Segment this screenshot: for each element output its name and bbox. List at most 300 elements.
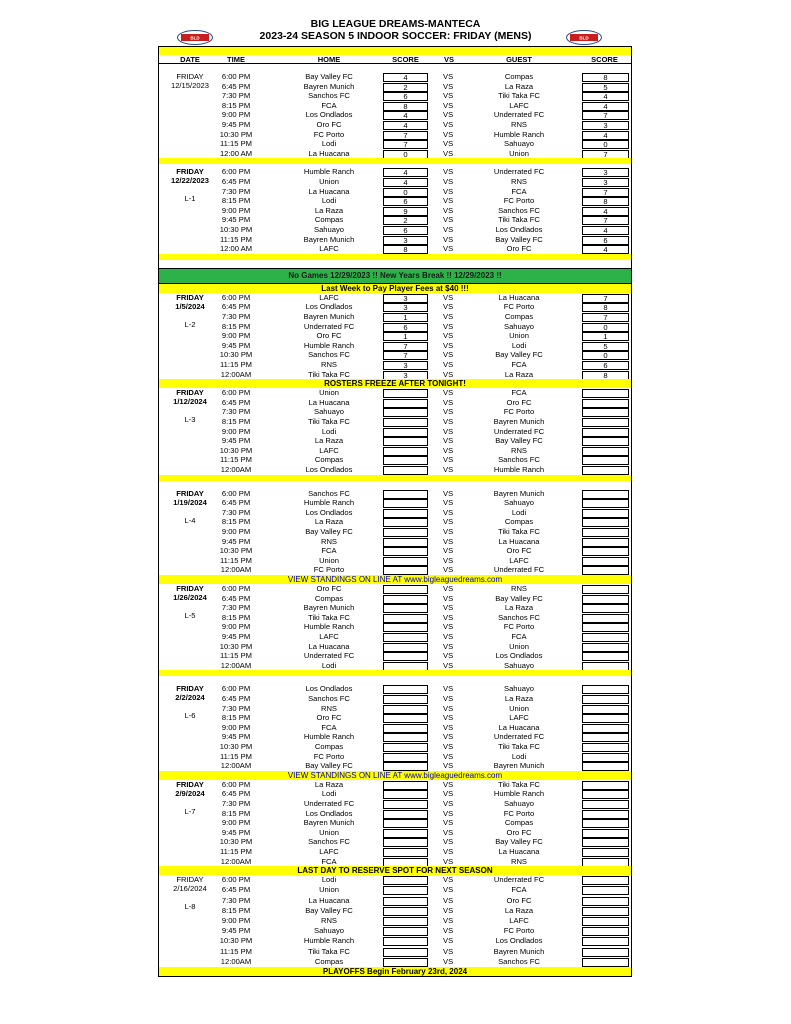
home-team: FC Porto [313,751,345,761]
game-time: 11:15 PM [220,234,252,244]
game-row [159,610,631,623]
guest-team: Sanchos FC [498,205,540,215]
guest-team: Compas [504,72,534,81]
vs-label: VS [443,895,454,905]
home-score: 8 [383,245,428,254]
game-row [159,206,631,216]
vs-label: VS [443,798,454,808]
guest-team: Underrated FC [493,426,545,436]
game-row [159,556,631,566]
game-row [159,742,631,752]
home-team: FCA [321,856,337,866]
vs-label: VS [443,340,454,350]
game-time: 8:15 PM [221,905,251,915]
header-vs: VS [443,55,454,64]
game-time: 6:00 PM [221,488,251,498]
game-row [159,341,631,351]
vs-label: VS [443,732,454,742]
week-day: FRIDAY [176,684,204,694]
home-team: FCA [321,100,337,110]
vs-label: VS [443,926,454,936]
home-team: Bay Valley FC [305,526,353,536]
week-date: 2/9/2024 [175,788,205,798]
game-time: 6:00 PM [221,292,251,302]
guest-score: 7 [582,216,629,225]
header-home: HOME [317,55,341,64]
guest-team: Tiki Taka FC [498,215,540,225]
home-team: Sahuayo [314,407,344,417]
home-team: Oro FC [316,120,342,129]
game-row [159,312,631,322]
game-time: 6:00 PM [221,388,251,398]
home-score: 7 [383,140,428,149]
guest-team: Humble Ranch [493,464,545,474]
week-day: FRIDAY [176,488,204,498]
vs-label: VS [443,91,454,101]
week-date: 12/15/2023 [170,81,209,90]
game-row [159,632,631,642]
vs-label: VS [443,110,454,120]
vs-label: VS [443,244,454,254]
game-row [159,565,631,575]
game-time: 10:30 PM [219,224,253,234]
guest-team: Bay Valley FC [495,234,543,244]
game-time: 8:15 PM [221,100,251,110]
game-time: 9:45 PM [221,732,251,742]
home-team: Lodi [321,426,337,436]
home-team: La Raza [314,517,344,527]
vs-label: VS [443,660,454,670]
game-row [159,818,631,828]
vs-label: VS [443,488,454,498]
guest-score: 4 [582,102,629,111]
game-row [159,651,631,661]
guest-team: Compas [504,517,534,527]
guest-team: Tiki Taka FC [498,91,540,101]
guest-team: Bayren Munich [493,416,545,426]
home-team: FC Porto [313,565,345,575]
game-time: 7:30 PM [221,603,251,613]
guest-team: Underrated FC [493,875,545,885]
notice-bar-standings2: VIEW STANDINGS ON LINE AT www.bigleaguedreams.com [158,771,632,780]
home-team: Sanchos FC [308,693,350,703]
week-day: FRIDAY [176,779,204,789]
game-row [159,546,631,556]
game-time: 10:30 PM [219,546,253,556]
guest-score: 3 [582,168,629,177]
home-score: 3 [383,303,428,312]
game-time: 12:00AM [220,761,252,771]
home-team: RNS [320,915,338,925]
home-score: 3 [383,236,428,245]
game-row [159,427,631,437]
guest-team: Sahuayo [504,321,534,331]
guest-team: FC Porto [503,196,535,206]
game-time: 11:15 PM [220,651,252,661]
home-team: Sanchos FC [308,488,350,498]
vs-label: VS [443,72,454,81]
game-time: 9:45 PM [221,926,251,936]
home-team: FCA [321,546,337,556]
home-team: Humble Ranch [303,732,355,742]
guest-team: Union [509,148,529,158]
vs-label: VS [443,905,454,915]
vs-label: VS [443,215,454,225]
game-row [159,857,631,867]
week-label: L-7 [184,806,196,816]
guest-team: FC Porto [503,302,535,312]
game-time: 11:15 PM [220,555,252,565]
guest-team: Bay Valley FC [495,837,543,847]
vs-label: VS [443,956,454,966]
home-team: LAFC [319,846,339,856]
game-time: 7:30 PM [221,798,251,808]
week-date: 1/19/2024 [173,497,207,507]
guest-score [582,897,629,906]
home-team: RNS [320,703,338,713]
home-score [383,948,428,957]
home-team: Union [319,827,339,837]
vs-label: VS [443,885,454,895]
notice-bar-fees: Last Week to Pay Player Fees at $40 !!! [158,284,632,293]
week-date: 2/2/2024 [175,693,205,703]
guest-team: LAFC [509,555,529,565]
game-time: 9:45 PM [221,340,251,350]
guest-team: Los Ondlados [495,936,543,946]
home-team: Compas [314,593,344,603]
home-team: Bay Valley FC [305,761,353,771]
vs-label: VS [443,536,454,546]
game-row [159,916,631,926]
game-row [159,957,631,967]
week-label: L-8 [184,902,196,912]
game-row [159,177,631,187]
vs-label: VS [443,517,454,527]
guest-team: Underrated FC [493,167,545,177]
game-time: 6:00 PM [221,72,251,81]
home-score: 6 [383,323,428,332]
vs-label: VS [443,205,454,215]
game-time: 6:45 PM [221,593,251,603]
home-team: Compas [314,956,344,966]
guest-team: Bay Valley FC [495,436,543,446]
guest-score: 7 [582,111,629,120]
vs-label: VS [443,761,454,771]
home-team: RNS [320,359,338,369]
week-date: 1/26/2024 [173,592,207,602]
week-label: L-2 [184,319,196,329]
svg-text:BLD: BLD [579,35,589,41]
game-row [159,302,631,312]
week-day: FRIDAY [176,292,204,302]
vs-label: VS [443,827,454,837]
guest-team: Los Ondlados [495,651,543,661]
home-score: 1 [383,313,428,322]
game-row [159,436,631,446]
guest-team: Union [509,331,529,341]
home-team: Union [319,388,339,398]
guest-team: Tiki Taka FC [498,741,540,751]
home-score [383,907,428,916]
game-row [159,732,631,742]
vs-label: VS [443,407,454,417]
svg-text:BLD: BLD [190,35,200,41]
vs-label: VS [443,555,454,565]
week-day: FRIDAY [176,167,204,177]
header-guest: GUEST [506,55,532,64]
guest-team: La Raza [504,693,534,703]
guest-team: La Raza [504,81,534,91]
vs-label: VS [443,100,454,110]
week-label: L-4 [184,515,196,525]
game-time: 12:00AM [220,565,252,575]
guest-team: RNS [510,445,528,455]
week-label: L-3 [184,415,196,425]
game-time: 11:15 PM [220,139,252,149]
vs-label: VS [443,713,454,723]
vs-label: VS [443,426,454,436]
game-row [159,780,631,790]
home-team: Bayren Munich [303,234,355,244]
vs-label: VS [443,856,454,866]
notice-bar-rosters: ROSTERS FREEZE AFTER TONIGHT! [158,379,632,388]
home-score: 0 [383,188,428,197]
game-row [159,694,631,704]
guest-score [582,876,629,885]
game-row [159,926,631,936]
vs-label: VS [443,779,454,789]
notice-bar-lastday: LAST DAY TO RESERVE SPOT FOR NEXT SEASON [158,866,632,875]
week-date: 2/16/2024 [173,884,207,894]
week-block [158,388,632,474]
guest-score: 6 [582,236,629,245]
home-team: Compas [314,215,344,225]
vs-label: VS [443,139,454,149]
title-line-1: BIG LEAGUE DREAMS-MANTECA [310,18,481,30]
game-time: 6:45 PM [221,789,251,799]
vs-label: VS [443,693,454,703]
guest-team: Oro FC [506,244,532,254]
home-score [383,958,428,967]
game-time: 9:45 PM [221,631,251,641]
game-row [159,489,631,499]
game-row [159,752,631,762]
week-day: FRIDAY [176,72,204,81]
home-team: Union [319,176,339,186]
game-row [159,331,631,341]
home-score [383,897,428,906]
guest-team: La Raza [504,603,534,613]
guest-score: 4 [582,245,629,254]
guest-team: Union [509,703,529,713]
vs-label: VS [443,741,454,751]
game-row [159,319,631,332]
game-time: 12:00AM [220,956,252,966]
guest-score: 8 [582,73,629,82]
home-score: 6 [383,197,428,206]
guest-team: La Raza [504,369,534,379]
game-row [159,828,631,838]
vs-label: VS [443,703,454,713]
guest-team: Oro FC [506,827,532,837]
guest-score: 0 [582,351,629,360]
home-team: Lodi [321,789,337,799]
home-team: Underrated FC [303,321,355,331]
guest-team: Humble Ranch [493,129,545,139]
game-time: 11:15 PM [220,846,252,856]
game-time: 9:00 PM [221,915,251,925]
game-row [159,875,631,885]
game-time: 9:00 PM [221,818,251,828]
game-row [159,661,631,671]
home-team: Bay Valley FC [305,905,353,915]
game-row [159,527,631,537]
vs-label: VS [443,846,454,856]
home-score: 6 [383,226,428,235]
guest-score: 5 [582,83,629,92]
home-team: LAFC [319,244,339,254]
game-row [159,642,631,652]
home-score [383,927,428,936]
game-time: 12:00 AM [219,148,253,158]
spacer [158,260,632,268]
home-team: Lodi [321,660,337,670]
guest-team: Tiki Taka FC [498,779,540,789]
game-time: 12:00AM [220,856,252,866]
home-score: 4 [383,73,428,82]
big-league-dreams-logo-left [176,29,214,46]
game-time: 11:15 PM [220,946,252,956]
guest-score [582,907,629,916]
home-score: 4 [383,178,428,187]
guest-team: Underrated FC [493,565,545,575]
guest-team: FCA [511,885,527,895]
game-row [159,398,631,408]
game-row [159,235,631,245]
game-time: 8:15 PM [221,321,251,331]
guest-team: Sanchos FC [498,612,540,622]
guest-team: La Huacana [498,722,540,732]
game-time: 12:00AM [220,660,252,670]
game-time: 9:45 PM [221,436,251,446]
guest-score: 7 [582,188,629,197]
guest-team: La Huacana [498,846,540,856]
week-block [158,293,632,379]
vs-label: VS [443,565,454,575]
guest-score: 3 [582,178,629,187]
game-time: 6:00 PM [221,684,251,694]
vs-label: VS [443,464,454,474]
guest-team: Sahuayo [504,660,534,670]
game-time: 6:45 PM [221,397,251,407]
vs-label: VS [443,837,454,847]
game-row [159,603,631,613]
game-row [159,761,631,771]
guest-team: FC Porto [503,407,535,417]
home-team: LAFC [319,631,339,641]
home-team: Tiki Taka FC [308,612,350,622]
home-team: Los Ondlados [305,302,353,312]
guest-team: Sanchos FC [498,455,540,465]
game-time: 10:30 PM [219,741,253,751]
game-time: 9:00 PM [221,722,251,732]
guest-team: Underrated FC [493,110,545,120]
week-block [158,489,632,575]
vs-label: VS [443,350,454,360]
vs-label: VS [443,875,454,885]
game-time: 8:15 PM [221,196,251,206]
game-time: 9:00 PM [221,526,251,536]
game-row [159,713,631,723]
game-time: 9:00 PM [221,331,251,341]
guest-score: 7 [582,294,629,303]
game-row [159,789,631,799]
guest-score: 4 [582,92,629,101]
home-team: Tiki Taka FC [308,369,350,379]
guest-score: 3 [582,121,629,130]
home-team: FC Porto [313,129,345,139]
week-day: FRIDAY [176,875,204,885]
guest-team: Bay Valley FC [495,350,543,360]
guest-team: Oro FC [506,895,532,905]
home-team: Lodi [321,139,337,149]
game-row [159,537,631,547]
game-time: 7:30 PM [221,407,251,417]
header-row [158,55,632,64]
guest-score [582,927,629,936]
home-team: RNS [320,536,338,546]
game-time: 7:30 PM [221,311,251,321]
home-team: Underrated FC [303,651,355,661]
home-team: Bayren Munich [303,818,355,828]
home-team: Los Ondlados [305,808,353,818]
vs-label: VS [443,722,454,732]
home-team: Underrated FC [303,798,355,808]
guest-team: Bayren Munich [493,761,545,771]
home-team: Oro FC [316,583,342,593]
game-row [159,350,631,360]
home-team: Humble Ranch [303,167,355,177]
game-row [159,244,631,254]
home-team: La Huacana [308,397,350,407]
game-row [159,91,631,101]
guest-score: 4 [582,207,629,216]
game-row [159,723,631,733]
home-score: 7 [383,351,428,360]
vs-label: VS [443,631,454,641]
game-time: 9:45 PM [221,827,251,837]
game-time: 10:30 PM [219,129,253,139]
vs-label: VS [443,445,454,455]
notice-bar-standings1: VIEW STANDINGS ON LINE AT www.bigleaguedreams.com [158,575,632,584]
home-team: Lodi [321,196,337,206]
vs-label: VS [443,416,454,426]
guest-score: 7 [582,150,629,159]
game-row [159,187,631,197]
guest-team: RNS [510,583,528,593]
guest-team: Tiki Taka FC [498,526,540,536]
game-time: 7:30 PM [221,895,251,905]
home-score: 4 [383,121,428,130]
home-team: Tiki Taka FC [308,416,350,426]
week-block [158,167,632,253]
vs-label: VS [443,148,454,158]
guest-team: Compas [504,311,534,321]
game-row [159,110,631,120]
guest-team: Underrated FC [493,732,545,742]
home-team: La Raza [314,436,344,446]
home-score [383,886,428,895]
